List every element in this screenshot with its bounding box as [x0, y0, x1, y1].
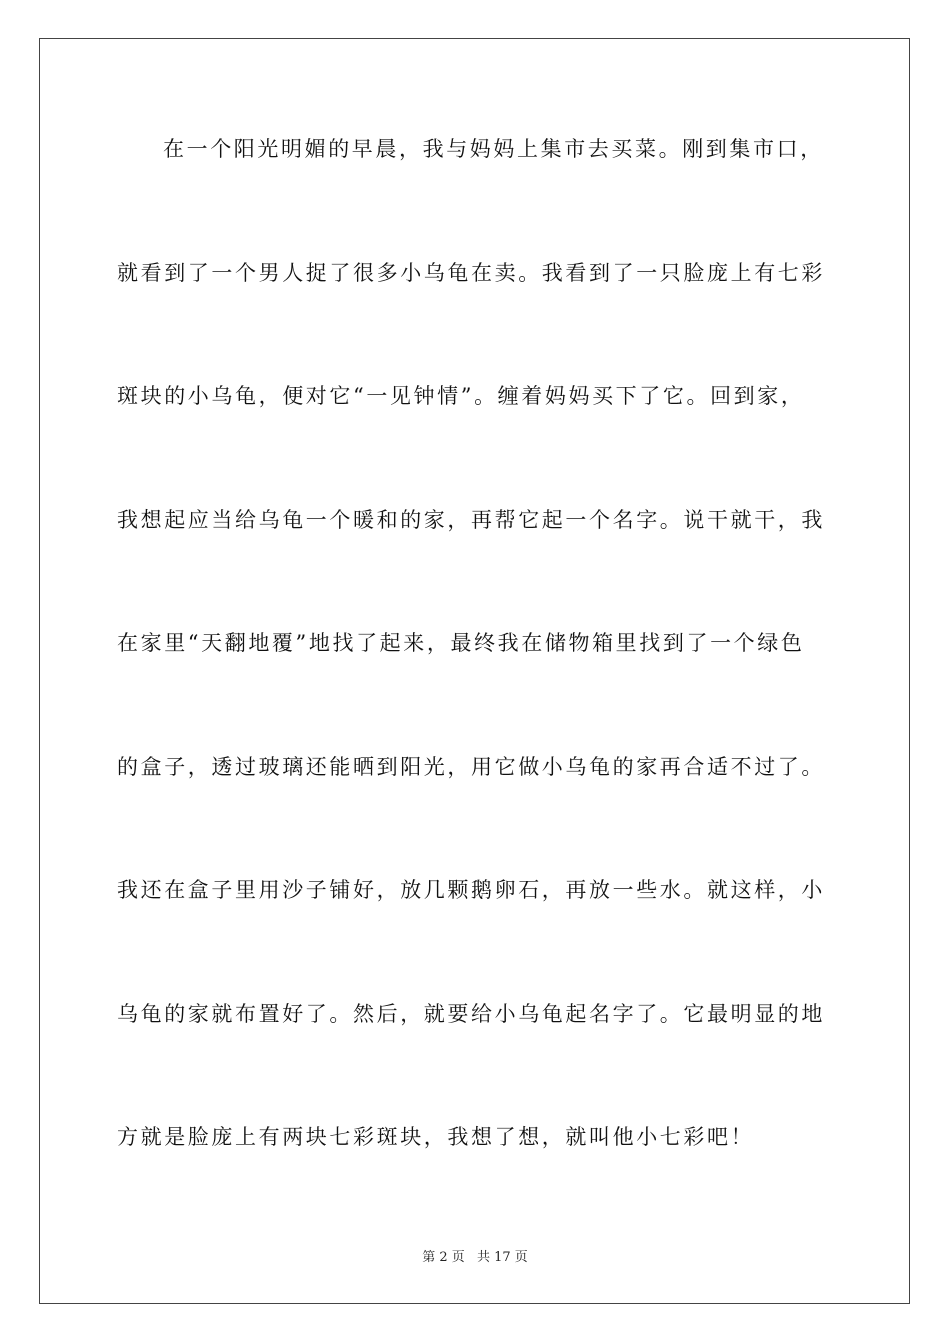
- body-line-3: 斑块的小乌龟，便对它“一见钟情”。缠着妈妈买下了它。回到家，: [117, 384, 805, 408]
- body-line-7: 我还在盒子里用沙子铺好，放几颗鹅卵石，再放一些水。就这样，小: [117, 878, 825, 902]
- body-line-1: 在一个阳光明媚的早晨，我与妈妈上集市去买菜。刚到集市口，: [163, 137, 824, 161]
- body-line-8: 乌龟的家就布置好了。然后，就要给小乌龟起名字了。它最明显的地: [117, 1002, 825, 1026]
- body-line-4: 我想起应当给乌龟一个暖和的家，再帮它起一个名字。说干就干，我: [117, 508, 825, 532]
- page-footer: [0, 1246, 950, 1265]
- page-number: 第 2 页: [422, 1250, 465, 1265]
- body-line-2: 就看到了一个男人捉了很多小乌龟在卖。我看到了一只脸庞上有七彩: [117, 261, 825, 285]
- body-line-6: 的盒子，透过玻璃还能晒到阳光，用它做小乌龟的家再合适不过了。: [117, 755, 825, 779]
- total-pages: 共 17 页: [476, 1250, 528, 1265]
- body-line-5: 在家里“天翻地覆”地找了起来，最终我在储物箱里找到了一个绿色: [117, 631, 805, 655]
- page-border: [39, 38, 910, 1304]
- body-line-9: 方就是脸庞上有两块七彩斑块，我想了想，就叫他小七彩吧！: [117, 1125, 755, 1149]
